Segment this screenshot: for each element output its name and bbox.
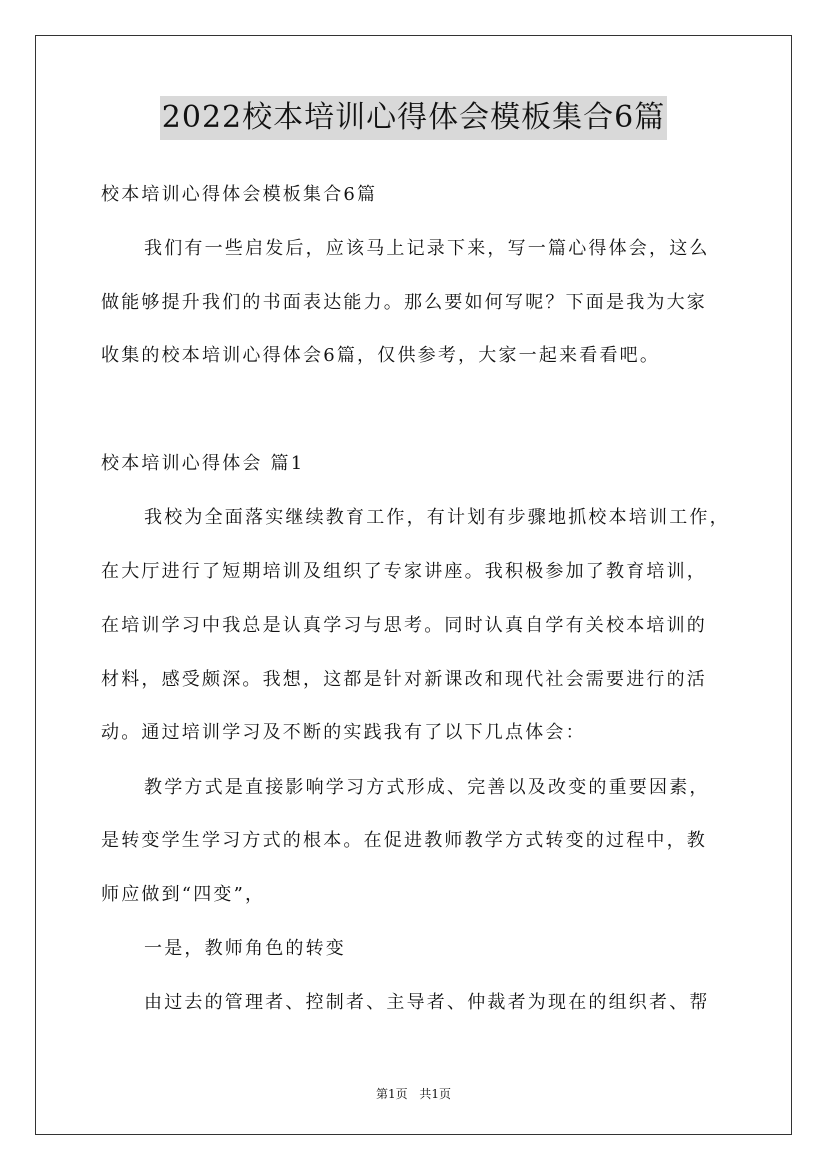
page-total: 共1页: [419, 1087, 452, 1101]
page-footer: [0, 1085, 827, 1102]
page-number: 第1页: [375, 1087, 408, 1101]
paragraph-line: 教学方式是直接影响学习方式形成、完善以及改变的重要因素，: [144, 777, 710, 798]
section-heading: 校本培训心得体会 篇1: [101, 453, 305, 474]
paragraph-line: 是转变学生学习方式的根本。在促进教师教学方式转变的过程中，教: [101, 830, 707, 851]
paragraph-line: 我校为全面落实继续教育工作，有计划有步骤地抓校本培训工作，: [144, 507, 730, 528]
subtitle-line: 校本培训心得体会模板集合6篇: [101, 184, 378, 205]
paragraph-line: 我们有一些启发后，应该马上记录下来，写一篇心得体会，这么: [144, 238, 710, 259]
paragraph-line: 收集的校本培训心得体会6篇，仅供参考，大家一起来看看吧。: [101, 345, 661, 366]
paragraph-line: 一是，教师角色的转变: [144, 938, 346, 959]
paragraph-line: 由过去的管理者、控制者、主导者、仲裁者为现在的组织者、帮: [144, 992, 710, 1013]
paragraph-line: 材料，感受颇深。我想，这都是针对新课改和现代社会需要进行的活: [101, 669, 707, 690]
paragraph-line: 师应做到“四变”，: [101, 884, 266, 905]
document-title: 2022校本培训心得体会模板集合6篇: [160, 96, 667, 140]
paragraph-line: 做能够提升我们的书面表达能力。那么要如何写呢？下面是我为大家: [101, 292, 707, 313]
title-wrap: [0, 96, 827, 140]
paragraph-line: 在大厅进行了短期培训及组织了专家讲座。我积极参加了教育培训，: [101, 561, 707, 582]
paragraph-line: 动。通过培训学习及不断的实践我有了以下几点体会：: [101, 722, 586, 743]
paragraph-line: 在培训学习中我总是认真学习与思考。同时认真自学有关校本培训的: [101, 615, 707, 636]
